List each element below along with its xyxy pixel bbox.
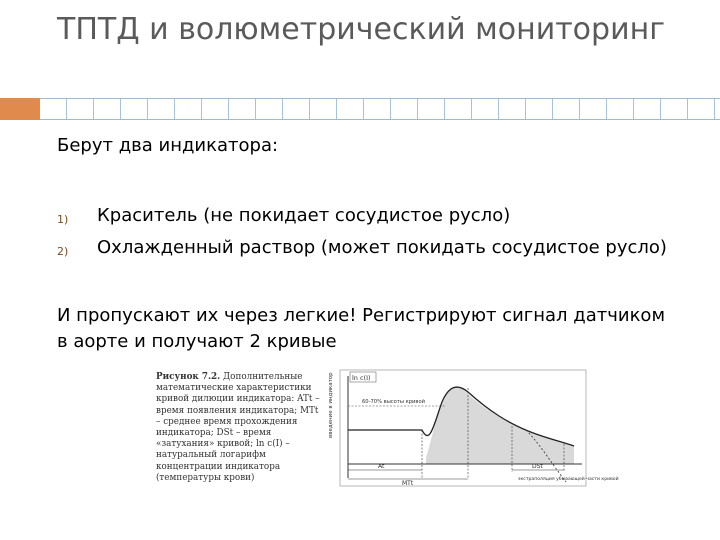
outro-text: И пропускают их через легкие! Регистрируют сигнал датчиком в аорте и получают 2 кривые <box>57 305 666 352</box>
at-label: At <box>378 463 385 470</box>
dilution-curve-graph <box>326 368 619 488</box>
mtt-label: MTt <box>402 480 414 487</box>
y-axis-label: введение в индикатор <box>328 372 334 438</box>
list-number: 2) <box>57 245 69 258</box>
divider-ticks <box>40 99 720 119</box>
list-text: Краситель (не покидает сосудистое русло) <box>97 205 511 226</box>
list-number: 1) <box>57 213 69 226</box>
ln-label: ln c(I) <box>352 374 371 382</box>
dilution-curve-figure <box>154 368 619 488</box>
intro-text: Берут два индикатора: <box>57 135 279 156</box>
indicator-list <box>57 203 677 267</box>
extrapolation-label: экстраполяция убывающей части кривой <box>518 477 619 482</box>
figure-caption-head: Рисунок 7.2. <box>156 372 221 382</box>
slide-title: ТПТД и волюметрический мониторинг <box>57 12 665 47</box>
threshold-label: 60-70% высоты кривой <box>362 399 425 405</box>
figure-caption <box>156 372 322 484</box>
divider-accent <box>0 98 40 120</box>
list-item <box>57 235 677 261</box>
list-text: Охлажденный раствор (может покидать сосудистое русло) <box>97 237 667 258</box>
list-item <box>57 203 677 229</box>
figure-caption-body: Дополнительные математические характеристики кривой дилюции индикатора: ATt – время появления индикатора; MTt – среднее время прохождения индикатора; DSt – время «затухания» кривой; ln c(I) – натуральный логарифм концентрации индикатора (температуры крови) <box>156 372 320 483</box>
dst-label: DSt <box>532 463 543 470</box>
